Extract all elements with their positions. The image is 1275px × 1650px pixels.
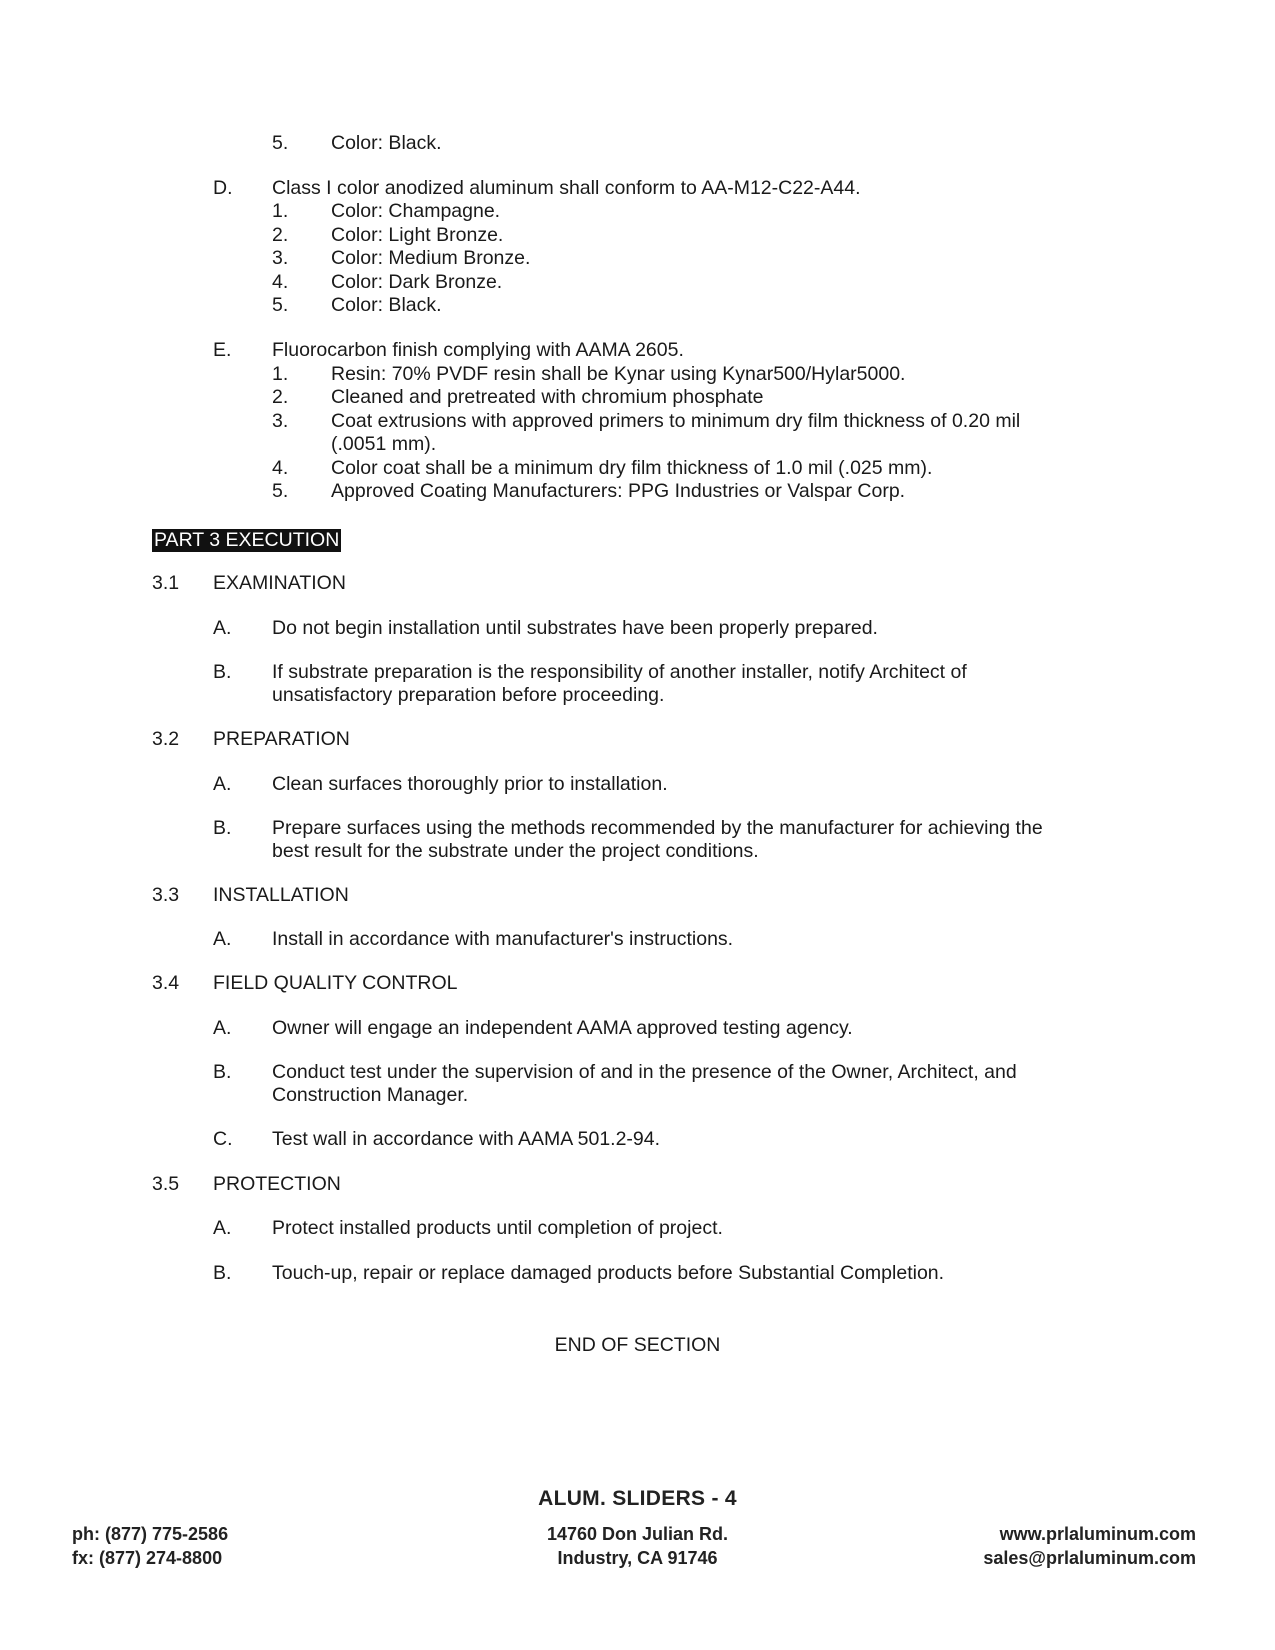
list-number: 1. — [272, 363, 289, 385]
section-text: Class I color anodized aluminum shall conform to AA-M12-C22-A44. — [272, 177, 861, 199]
list-number: 2. — [272, 224, 289, 246]
footer-fax: fx: (877) 274-8800 — [72, 1548, 223, 1568]
item-text: Test wall in accordance with AAMA 501.2-94. — [272, 1128, 661, 1150]
list-item-text: Color: Black. — [331, 132, 442, 154]
item-text: Clean surfaces thoroughly prior to installation. — [272, 773, 668, 795]
footer-website-link[interactable]: www.prlaluminum.com — [999, 1524, 1196, 1544]
section-title: PROTECTION — [213, 1173, 341, 1195]
section-number: 3.4 — [152, 972, 180, 994]
footer-email-link[interactable]: sales@prlaluminum.com — [983, 1548, 1196, 1568]
list-item-text: Resin: 70% PVDF resin shall be Kynar using Kynar500/Hylar5000. — [331, 363, 906, 385]
list-number: 5. — [272, 480, 289, 502]
list-item-text: Color coat shall be a minimum dry film thickness of 1.0 mil (.025 mm). — [331, 457, 933, 479]
item-text-continued: unsatisfactory preparation before proceeding. — [272, 684, 665, 706]
section-text: Fluorocarbon finish complying with AAMA 2605. — [272, 339, 684, 361]
item-letter: A. — [213, 1217, 232, 1239]
section-number: 3.1 — [152, 572, 180, 594]
list-number: 1. — [272, 200, 289, 222]
list-item-text: Color: Medium Bronze. — [331, 247, 531, 269]
item-text: Do not begin installation until substrates have been properly prepared. — [272, 617, 878, 639]
list-item-text: Color: Dark Bronze. — [331, 271, 503, 293]
section-title: EXAMINATION — [213, 572, 346, 594]
section-number: 3.3 — [152, 884, 180, 906]
list-number: 3. — [272, 247, 289, 269]
list-number: 5. — [272, 294, 289, 316]
list-item-text: Cleaned and pretreated with chromium phosphate — [331, 386, 764, 408]
item-text: Owner will engage an independent AAMA approved testing agency. — [272, 1017, 853, 1039]
item-letter: B. — [213, 1262, 232, 1284]
section-number: 3.5 — [152, 1173, 180, 1195]
item-text: Touch-up, repair or replace damaged products before Substantial Completion. — [272, 1262, 945, 1284]
item-letter: A. — [213, 773, 232, 795]
item-text: Protect installed products until completion of project. — [272, 1217, 723, 1239]
item-text-continued: Construction Manager. — [272, 1084, 469, 1106]
list-number: 2. — [272, 386, 289, 408]
section-title: INSTALLATION — [213, 884, 349, 906]
list-item-text: Color: Black. — [331, 294, 442, 316]
item-text: Install in accordance with manufacturer's instructions. — [272, 928, 734, 950]
list-item-text-continued: (.0051 mm). — [331, 433, 437, 455]
footer-title: ALUM. SLIDERS - 4 — [538, 1487, 737, 1510]
item-letter: A. — [213, 617, 232, 639]
list-number: 4. — [272, 271, 289, 293]
end-of-section: END OF SECTION — [554, 1334, 721, 1356]
item-letter: A. — [213, 1017, 232, 1039]
section-number: 3.2 — [152, 728, 180, 750]
list-item-text: Color: Light Bronze. — [331, 224, 504, 246]
item-letter: C. — [213, 1128, 233, 1150]
footer-address-line1: 14760 Don Julian Rd. — [546, 1524, 729, 1544]
item-letter: B. — [213, 1061, 232, 1083]
item-text: If substrate preparation is the responsibility of another installer, notify Architect of — [272, 661, 967, 683]
section-letter: E. — [213, 339, 232, 361]
list-number: 4. — [272, 457, 289, 479]
list-item-text: Approved Coating Manufacturers: PPG Industries or Valspar Corp. — [331, 480, 906, 502]
item-text: Conduct test under the supervision of and in the presence of the Owner, Architect, and — [272, 1061, 1017, 1083]
list-number: 5. — [272, 132, 289, 154]
list-item-text: Color: Champagne. — [331, 200, 501, 222]
item-letter: A. — [213, 928, 232, 950]
item-letter: B. — [213, 661, 232, 683]
footer-address-line2: Industry, CA 91746 — [557, 1548, 718, 1568]
list-item-text: Coat extrusions with approved primers to minimum dry film thickness of 0.20 mil — [331, 410, 1021, 432]
list-number: 3. — [272, 410, 289, 432]
item-letter: B. — [213, 817, 232, 839]
section-title: PREPARATION — [213, 728, 350, 750]
section-letter: D. — [213, 177, 233, 199]
item-text-continued: best result for the substrate under the project conditions. — [272, 840, 759, 862]
item-text: Prepare surfaces using the methods recommended by the manufacturer for achieving the — [272, 817, 1043, 839]
footer-phone: ph: (877) 775-2586 — [72, 1524, 229, 1544]
part-heading: PART 3 EXECUTION — [154, 529, 340, 551]
section-title: FIELD QUALITY CONTROL — [213, 972, 458, 994]
